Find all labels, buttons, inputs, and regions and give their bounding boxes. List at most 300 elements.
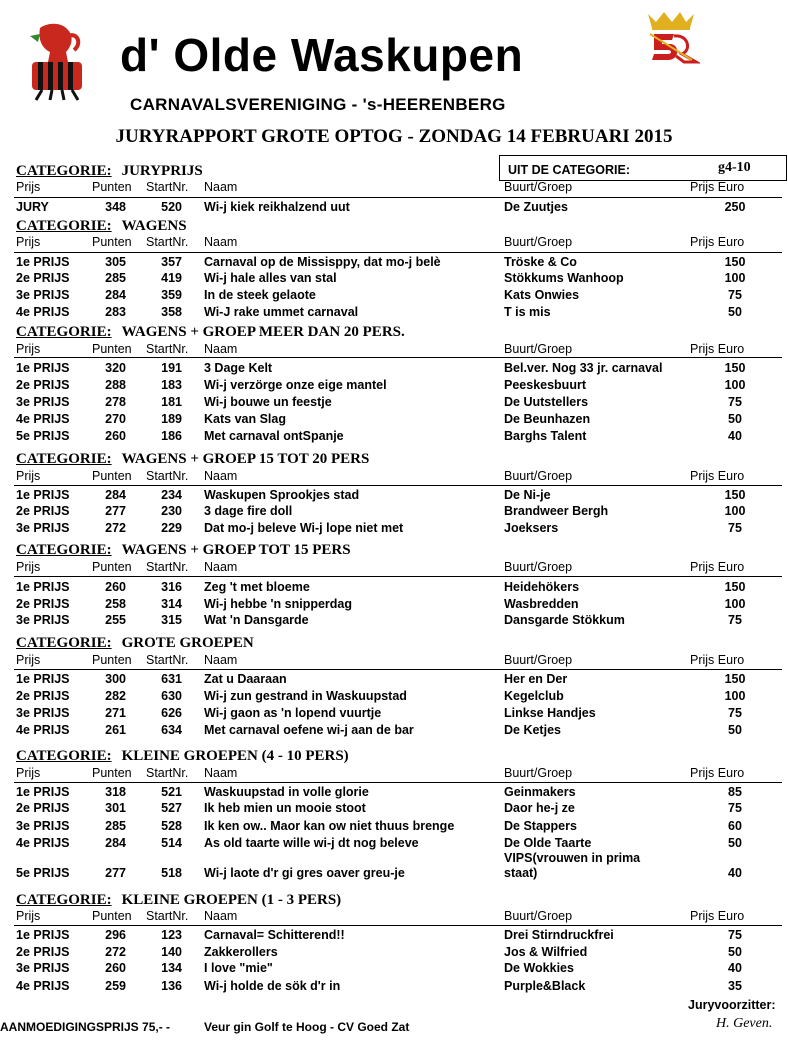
cell-prijs: 4e PRIJS [16,979,70,993]
crowned-5-emblem-icon [640,10,700,66]
cell-euro: 150 [724,255,746,269]
cell-naam: Carnaval op de Missisppy, dat mo-j belè [204,255,441,269]
column-header-punten: Punten [92,235,132,249]
column-header-groep: Buurt/Groep [504,469,573,483]
lion-crest-icon [28,22,86,102]
cell-euro: 100 [724,378,746,392]
cell-prijs: 1e PRIJS [16,785,70,799]
cell-groep: Heidehökers [504,580,580,594]
cell-prijs: 3e PRIJS [16,706,70,720]
cell-prijs: 2e PRIJS [16,504,70,518]
cell-prijs: 1e PRIJS [16,672,70,686]
cell-naam: Met carnaval ontSpanje [204,429,344,443]
cell-groep: Jos & Wilfried [504,945,588,959]
cell-groep: De Stappers [504,819,577,833]
cell-euro: 75 [728,613,742,627]
cell-naam: I love "mie" [204,961,273,975]
cell-prijs: 4e PRIJS [16,305,70,319]
column-header-groep: Buurt/Groep [504,342,573,356]
cell-punten: 255 [105,613,126,627]
column-header-euro: Prijs Euro [690,653,745,667]
column-header-punten: Punten [92,180,132,194]
cell-naam: Waskupen Sprookjes stad [204,488,360,502]
cell-groep: Tröske & Co [504,255,577,269]
cell-euro: 50 [728,412,742,426]
table-row [0,271,788,288]
cell-groep: Wasbredden [504,597,579,611]
cell-punten: 272 [105,945,126,959]
cell-prijs: 3e PRIJS [16,961,70,975]
table-row [0,689,788,706]
cell-euro: 100 [724,504,746,518]
header-divider [14,782,782,783]
cell-prijs: 3e PRIJS [16,395,70,409]
cell-prijs: 3e PRIJS [16,521,70,535]
club-subtitle: CARNAVALSVERENIGING - 's-HEERENBERG [130,95,506,114]
cell-prijs: 4e PRIJS [16,723,70,737]
cell-startnr: 357 [161,255,182,269]
table-row [0,979,788,996]
column-header-naam: Naam [204,560,238,574]
cell-naam: 3 Dage Kelt [204,361,273,375]
column-header-startnr: StartNr. [146,653,189,667]
cell-euro: 75 [728,288,742,302]
column-header-euro: Prijs Euro [690,180,745,194]
cell-punten: 282 [105,689,126,703]
cell-startnr: 234 [161,488,182,502]
category-label: CATEGORIE: [16,892,112,908]
column-header-startnr: StartNr. [146,342,189,356]
cell-naam: Ik ken ow.. Maor kan ow niet thuus brenge [204,819,455,833]
cell-naam: Wi-J rake ummet carnaval [204,305,359,319]
category-heading [16,635,254,652]
table-row [0,785,788,802]
column-header-row [0,469,788,486]
table-row [0,801,788,818]
category-name: WAGENS + GROEP MEER DAN 20 PERS. [121,324,405,340]
column-header-row [0,909,788,926]
cell-euro: 100 [724,689,746,703]
cell-naam: Wi-j hale alles van stal [204,271,337,285]
cell-prijs: 3e PRIJS [16,288,70,302]
cell-groep: De Ni-je [504,488,551,502]
cell-naam: Zat u Daaraan [204,672,287,686]
cell-naam: Ik heb mien un mooie stoot [204,801,366,815]
cell-euro: 75 [728,801,742,815]
category-name: WAGENS [121,218,187,234]
column-header-groep: Buurt/Groep [504,235,573,249]
cell-startnr: 314 [161,597,182,611]
category-label: CATEGORIE: [16,218,112,234]
category-label: CATEGORIE: [16,163,112,179]
cell-startnr: 183 [161,378,182,392]
cell-naam: Wat 'n Dansgarde [204,613,309,627]
table-row [0,488,788,505]
column-header-groep: Buurt/Groep [504,653,573,667]
category-name: KLEINE GROEPEN (1 - 3 PERS) [121,892,342,908]
juryvoorzitter-label: Juryvoorzitter: [688,998,776,1012]
cell-punten: 259 [105,979,126,993]
category-heading [16,163,203,180]
cell-prijs: 2e PRIJS [16,271,70,285]
cell-punten: 296 [105,928,126,942]
column-header-row [0,180,788,197]
header-divider [14,197,782,198]
column-header-row [0,235,788,252]
column-header-prijs: Prijs [16,653,41,667]
table-row [0,412,788,429]
cell-naam: Zakkerollers [204,945,278,959]
column-header-euro: Prijs Euro [690,342,745,356]
table-row [0,928,788,945]
cell-punten: 258 [105,597,126,611]
cell-punten: 348 [105,200,126,214]
cell-punten: 260 [105,961,126,975]
cell-euro: 50 [728,836,742,850]
cell-punten: 285 [105,819,126,833]
header-divider [14,485,782,486]
cell-groep: De Beunhazen [504,412,591,426]
cell-punten: 284 [105,836,126,850]
cell-startnr: 359 [161,288,182,302]
cell-groep: Geinmakers [504,785,576,799]
column-header-prijs: Prijs [16,235,41,249]
column-header-prijs: Prijs [16,342,41,356]
column-header-row [0,653,788,670]
table-row [0,288,788,305]
cell-groep: Kats Onwies [504,288,580,302]
category-name: KLEINE GROEPEN (4 - 10 PERS) [121,748,349,764]
column-header-naam: Naam [204,469,238,483]
cell-punten: 270 [105,412,126,426]
cell-naam: Wi-j zun gestrand in Waskuupstad [204,689,407,703]
aanmoedigingsprijs-label: AANMOEDIGINGSPRIJS 75,- - [0,1020,171,1034]
cell-groep: Brandweer Bergh [504,504,609,518]
category-heading [16,542,351,559]
table-row [0,580,788,597]
cell-prijs: 2e PRIJS [16,689,70,703]
cell-prijs: JURY [16,200,49,214]
table-row [0,378,788,395]
cell-euro: 50 [728,723,742,737]
cell-groep: Her en Der [504,672,568,686]
cell-euro: 250 [724,200,746,214]
table-row [0,597,788,614]
cell-naam: Dat mo-j beleve Wi-j lope niet met [204,521,404,535]
cell-groep: De Olde Taarte [504,836,592,850]
header-divider [14,576,782,577]
cell-euro: 150 [724,672,746,686]
column-header-startnr: StartNr. [146,560,189,574]
cell-naam: As old taarte wille wi-j dt nog beleve [204,836,419,850]
cell-euro: 40 [728,961,742,975]
column-header-euro: Prijs Euro [690,766,745,780]
cell-punten: 277 [105,866,126,880]
cell-groep: Barghs Talent [504,429,587,443]
club-emblem-right [640,10,700,66]
cell-euro: 35 [728,979,742,993]
column-header-startnr: StartNr. [146,180,189,194]
cell-startnr: 634 [161,723,182,737]
cell-punten: 277 [105,504,126,518]
cell-startnr: 358 [161,305,182,319]
header-divider [14,669,782,670]
cell-punten: 283 [105,305,126,319]
cell-prijs: 2e PRIJS [16,945,70,959]
cell-startnr: 191 [161,361,182,375]
cell-groep: Bel.ver. Nog 33 jr. carnaval [504,361,663,375]
cell-startnr: 520 [161,200,182,214]
column-header-prijs: Prijs [16,560,41,574]
cell-punten: 301 [105,801,126,815]
cell-startnr: 140 [161,945,182,959]
cell-euro: 75 [728,928,742,942]
column-header-groep: Buurt/Groep [504,909,573,923]
cell-naam: Met carnaval oefene wi-j aan de bar [204,723,414,737]
category-name: WAGENS + GROEP 15 TOT 20 PERS [121,451,370,467]
column-header-naam: Naam [204,235,238,249]
cell-groep: De Uutstellers [504,395,589,409]
column-header-startnr: StartNr. [146,235,189,249]
aanmoedigingsprijs-winner: Veur gin Golf te Hoog - CV Goed Zat [204,1020,410,1034]
cell-groep: T is mis [504,305,551,319]
uit-de-categorie-value: g4-10 [718,160,751,175]
cell-groep: Linkse Handjes [504,706,596,720]
column-header-punten: Punten [92,766,132,780]
cell-punten: 284 [105,488,126,502]
column-header-euro: Prijs Euro [690,235,745,249]
table-row [0,521,788,538]
category-heading [16,892,341,909]
cell-prijs: 5e PRIJS [16,429,70,443]
cell-startnr: 230 [161,504,182,518]
cell-punten: 261 [105,723,126,737]
cell-prijs: 3e PRIJS [16,613,70,627]
cell-startnr: 315 [161,613,182,627]
table-row [0,723,788,740]
cell-groep-line1: VIPS(vrouwen in prima [504,851,641,865]
table-row [0,961,788,978]
table-row [0,613,788,630]
cell-groep: Daor he-j ze [504,801,575,815]
column-header-naam: Naam [204,180,238,194]
cell-groep: Peeskesbuurt [504,378,586,392]
cell-groep: staat) [504,866,538,880]
column-header-naam: Naam [204,766,238,780]
table-row [0,361,788,378]
cell-euro: 75 [728,706,742,720]
cell-prijs: 2e PRIJS [16,378,70,392]
cell-euro: 150 [724,488,746,502]
column-header-startnr: StartNr. [146,909,189,923]
cell-euro: 50 [728,305,742,319]
cell-naam: Zeg 't met bloeme [204,580,310,594]
cell-naam: Wi-j hebbe 'n snipperdag [204,597,353,611]
category-label: CATEGORIE: [16,451,112,467]
cell-startnr: 181 [161,395,182,409]
cell-punten: 300 [105,672,126,686]
column-header-row [0,766,788,783]
cell-prijs: 1e PRIJS [16,488,70,502]
category-name: GROTE GROEPEN [121,635,254,651]
header-divider [14,925,782,926]
table-row [0,819,788,836]
cell-startnr: 631 [161,672,182,686]
cell-startnr: 626 [161,706,182,720]
cell-startnr: 136 [161,979,182,993]
table-row [0,395,788,412]
cell-punten: 278 [105,395,126,409]
header-divider [14,357,782,358]
cell-naam: Kats van Slag [204,412,286,426]
category-heading [16,324,405,341]
cell-startnr: 316 [161,580,182,594]
cell-punten: 284 [105,288,126,302]
club-name: d' Olde Waskupen [120,29,524,81]
column-header-euro: Prijs Euro [690,909,745,923]
cell-punten: 318 [105,785,126,799]
cell-startnr: 528 [161,819,182,833]
category-label: CATEGORIE: [16,324,112,340]
category-heading [16,451,369,468]
cell-startnr: 518 [161,866,182,880]
cell-startnr: 189 [161,412,182,426]
cell-euro: 100 [724,597,746,611]
juryvoorzitter-signature: H. Geven. [716,1016,773,1031]
category-name: JURYPRIJS [121,163,203,179]
table-row [0,851,788,883]
cell-euro: 40 [728,429,742,443]
column-header-naam: Naam [204,653,238,667]
cell-prijs: 1e PRIJS [16,361,70,375]
cell-euro: 75 [728,521,742,535]
cell-punten: 260 [105,429,126,443]
cell-naam: Wi-j laote d'r gi gres oaver greu-je [204,866,405,880]
cell-euro: 150 [724,580,746,594]
cell-groep: Dansgarde Stökkum [504,613,625,627]
cell-naam: Carnaval= Schitterend!! [204,928,345,942]
column-header-groep: Buurt/Groep [504,180,573,194]
category-name: WAGENS + GROEP TOT 15 PERS [121,542,351,558]
cell-prijs: 4e PRIJS [16,836,70,850]
uit-de-categorie-label: UIT DE CATEGORIE: [508,163,630,177]
cell-punten: 288 [105,378,126,392]
column-header-groep: Buurt/Groep [504,766,573,780]
table-row [0,504,788,521]
table-row [0,429,788,446]
cell-punten: 260 [105,580,126,594]
cell-startnr: 514 [161,836,182,850]
cell-euro: 60 [728,819,742,833]
cell-naam: Wi-j gaon as 'n lopend vuurtje [204,706,382,720]
cell-naam: In de steek gelaote [204,288,316,302]
cell-naam: Waskuupstad in volle glorie [204,785,369,799]
cell-punten: 305 [105,255,126,269]
category-label: CATEGORIE: [16,635,112,651]
cell-euro: 75 [728,395,742,409]
cell-prijs: 1e PRIJS [16,255,70,269]
column-header-prijs: Prijs [16,766,41,780]
cell-groep: Stökkums Wanhoop [504,271,624,285]
column-header-prijs: Prijs [16,469,41,483]
column-header-euro: Prijs Euro [690,560,745,574]
column-header-row [0,560,788,577]
cell-punten: 320 [105,361,126,375]
table-row [0,305,788,322]
column-header-punten: Punten [92,469,132,483]
cell-startnr: 123 [161,928,182,942]
cell-naam: Wi-j verzörge onze eige mantel [204,378,387,392]
cell-euro: 50 [728,945,742,959]
cell-groep: De Zuutjes [504,200,568,214]
cell-punten: 272 [105,521,126,535]
report-title: JURYRAPPORT GROTE OPTOG - ZONDAG 14 FEBRUARI 2015 [115,126,673,147]
table-row [0,706,788,723]
table-row [0,945,788,962]
cell-startnr: 527 [161,801,182,815]
column-header-naam: Naam [204,909,238,923]
cell-naam: Wi-j bouwe un feestje [204,395,332,409]
cell-prijs: 1e PRIJS [16,580,70,594]
column-header-startnr: StartNr. [146,766,189,780]
cell-euro: 40 [728,866,742,880]
cell-startnr: 419 [161,271,182,285]
cell-punten: 285 [105,271,126,285]
cell-groep: De Ketjes [504,723,561,737]
uit-de-categorie-box [499,155,787,181]
cell-punten: 271 [105,706,126,720]
category-label: CATEGORIE: [16,748,112,764]
header-divider [14,252,782,253]
table-row [0,200,788,217]
column-header-prijs: Prijs [16,180,41,194]
category-label: CATEGORIE: [16,542,112,558]
column-header-punten: Punten [92,342,132,356]
cell-startnr: 521 [161,785,182,799]
cell-groep: Kegelclub [504,689,564,703]
cell-startnr: 229 [161,521,182,535]
column-header-euro: Prijs Euro [690,469,745,483]
cell-naam: Wi-j kiek reikhalzend uut [204,200,350,214]
cell-prijs: 5e PRIJS [16,866,70,880]
cell-prijs: 3e PRIJS [16,819,70,833]
table-row [0,672,788,689]
column-header-groep: Buurt/Groep [504,560,573,574]
cell-prijs: 4e PRIJS [16,412,70,426]
cell-prijs: 2e PRIJS [16,597,70,611]
cell-prijs: 1e PRIJS [16,928,70,942]
cell-prijs: 2e PRIJS [16,801,70,815]
column-header-naam: Naam [204,342,238,356]
column-header-startnr: StartNr. [146,469,189,483]
cell-naam: 3 dage fire doll [204,504,293,518]
column-header-prijs: Prijs [16,909,41,923]
table-row [0,836,788,853]
category-heading [16,748,349,765]
cell-startnr: 134 [161,961,182,975]
cell-naam: Wi-j holde de sök d'r in [204,979,341,993]
category-heading [16,218,187,235]
column-header-punten: Punten [92,909,132,923]
cell-groep: De Wokkies [504,961,574,975]
cell-euro: 100 [724,271,746,285]
table-row [0,255,788,272]
cell-euro: 150 [724,361,746,375]
cell-groep: Drei Stirndruckfrei [504,928,614,942]
cell-startnr: 630 [161,689,182,703]
cell-groep: Joeksers [504,521,559,535]
cell-startnr: 186 [161,429,182,443]
